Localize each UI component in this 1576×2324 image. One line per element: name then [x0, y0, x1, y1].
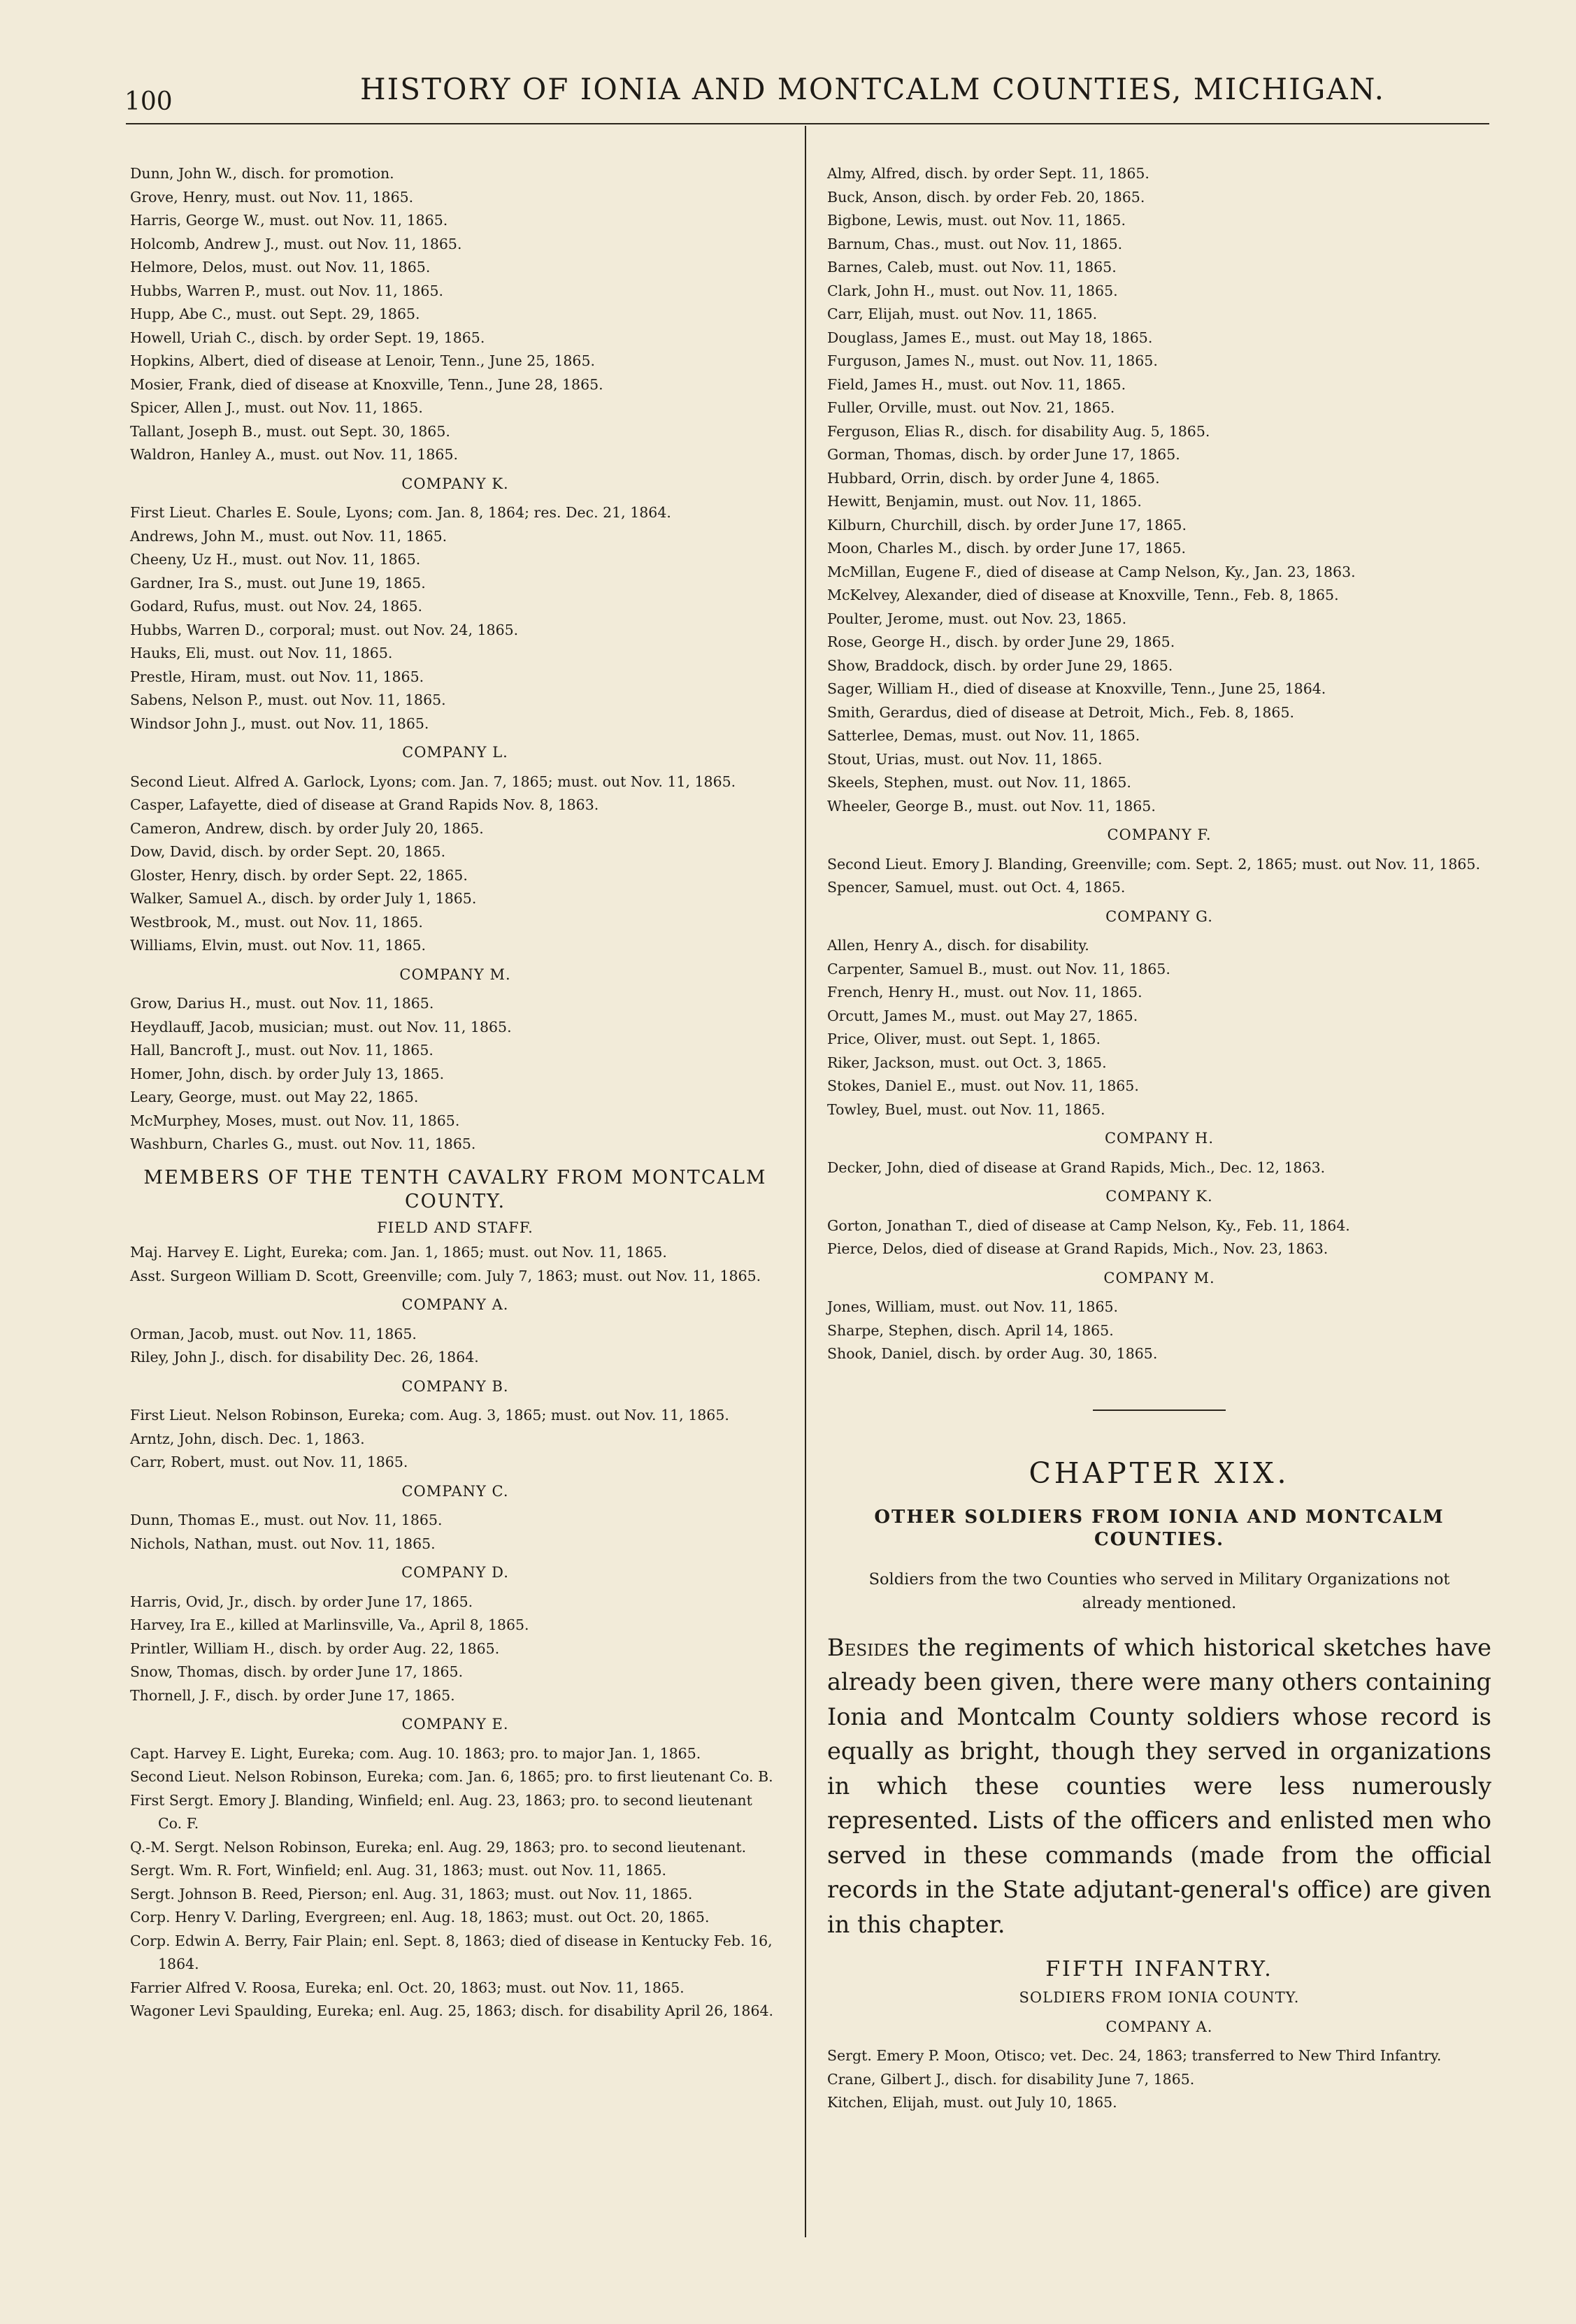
roster-entry: Wagoner Levi Spaulding, Eureka; enl. Aug. 25, 1863; disch. for disability April 26, 1864.	[130, 2002, 774, 2019]
roster-list	[827, 934, 1491, 1121]
roster-entry: Spencer, Samuel, must. out Oct. 4, 1865.	[827, 879, 1126, 896]
roster-entry: Carr, Robert, must. out Nov. 11, 1865.	[130, 1454, 408, 1470]
roster-entry: Cameron, Andrew, disch. by order July 20, 1865.	[130, 819, 484, 837]
roster-list	[130, 1241, 780, 1288]
roster-entry: Crane, Gilbert J., disch. for disability June 7, 1865.	[827, 2070, 1195, 2088]
column-divider	[805, 126, 806, 2237]
roster-entry: Q.-M. Sergt. Nelson Robinson, Eureka; enl. Aug. 29, 1863; pro. to second lieutenant.	[130, 1838, 747, 1856]
roster-entry: Gardner, Ira S., must. out June 19, 1865.	[130, 574, 426, 591]
roster-entry: Tallant, Joseph B., must. out Sept. 30, 1865.	[130, 422, 450, 440]
roster-entry: Waldron, Hanley A., must. out Nov. 11, 1865.	[130, 446, 459, 463]
page-header	[0, 66, 1576, 122]
roster-entry: McMillan, Eugene F., died of disease at Camp Nelson, Ky., Jan. 23, 1863.	[827, 563, 1356, 580]
roster-entry: McMurphey, Moses, must. out Nov. 11, 1865.	[130, 1112, 460, 1129]
roster-entry: Kilburn, Churchill, disch. by order June 17, 1865.	[827, 516, 1187, 533]
company-heading: COMPANY B.	[401, 1377, 509, 1395]
roster-list	[827, 162, 1491, 818]
roster-entry: Moon, Charles M., disch. by order June 17, 1865.	[827, 540, 1187, 557]
company-heading: COMPANY D.	[401, 1564, 509, 1581]
roster-entry: Hauks, Eli, must. out Nov. 11, 1865.	[130, 645, 393, 661]
roster-list	[130, 1591, 780, 1708]
roster-list	[130, 162, 780, 467]
roster-list	[827, 1156, 1491, 1180]
roster-entry: Harris, George W., must. out Nov. 11, 1865.	[130, 212, 448, 229]
roster-entry: Printler, William H., disch. by order Aug. 22, 1865.	[130, 1640, 500, 1657]
roster-entry: Ferguson, Elias R., disch. for disability Aug. 5, 1865.	[827, 422, 1210, 440]
roster-entry: Riker, Jackson, must. out Oct. 3, 1865.	[827, 1054, 1107, 1071]
company-heading: COMPANY A.	[1105, 2018, 1213, 2035]
roster-entry: First Lieut. Charles E. Soule, Lyons; com. Jan. 8, 1864; res. Dec. 21, 1864.	[130, 504, 671, 521]
roster-entry: Fuller, Orville, must. out Nov. 21, 1865.	[827, 399, 1115, 416]
roster-entry: Decker, John, died of disease at Grand Rapids, Mich., Dec. 12, 1863.	[827, 1159, 1326, 1176]
roster-entry: Almy, Alfred, disch. by order Sept. 11, 1865.	[827, 165, 1149, 182]
roster-entry: Dunn, John W., disch. for promotion.	[130, 165, 394, 182]
roster-entry: Sergt. Wm. R. Fort, Winfield; enl. Aug. 31, 1863; must. out Nov. 11, 1865.	[130, 1862, 667, 1879]
roster-entry: Snow, Thomas, disch. by order June 17, 1865.	[130, 1663, 464, 1680]
roster-list	[130, 1742, 780, 2023]
roster-entry: Nichols, Nathan, must. out Nov. 11, 1865.	[130, 1535, 436, 1552]
roster-list	[130, 501, 780, 736]
roster-entry: Douglass, James E., must. out May 18, 1865.	[827, 329, 1153, 346]
company-heading: COMPANY A.	[401, 1296, 509, 1313]
roster-entry: Spicer, Allen J., must. out Nov. 11, 1865.	[130, 399, 423, 416]
roster-entry: Walker, Samuel A., disch. by order July 1, 1865.	[130, 890, 477, 907]
section-separator	[1093, 1410, 1226, 1411]
roster-entry: Hopkins, Albert, died of disease at Lenoir, Tenn., June 25, 1865.	[130, 352, 596, 369]
roster-entry: Bigbone, Lewis, must. out Nov. 11, 1865.	[827, 212, 1126, 229]
roster-entry: Gloster, Henry, disch. by order Sept. 22, 1865.	[130, 866, 468, 884]
company-heading: COMPANY C.	[401, 1482, 509, 1500]
roster-entry: Smith, Gerardus, died of disease at Detroit, Mich., Feb. 8, 1865.	[827, 703, 1295, 721]
roster-entry: Williams, Elvin, must. out Nov. 11, 1865.	[130, 937, 427, 954]
roster-entry: Asst. Surgeon William D. Scott, Greenville; com. July 7, 1863; must. out Nov. 11, 1865.	[130, 1267, 761, 1284]
chapter-description: Soldiers from the two Counties who served in Military Organizations not already mentioned.	[868, 1570, 1450, 1612]
roster-entry: Howell, Uriah C., disch. by order Sept. 19, 1865.	[130, 329, 485, 346]
roster-entry: Clark, John H., must. out Nov. 11, 1865.	[827, 282, 1118, 299]
roster-entry: Kitchen, Elijah, must. out July 10, 1865.	[827, 2094, 1117, 2111]
chapter-title: CHAPTER XIX.	[1029, 1456, 1290, 1490]
roster-list	[130, 1509, 780, 1556]
paragraph-lead: Besides	[827, 1633, 910, 1661]
roster-list	[130, 770, 780, 958]
roster-entry: Gorton, Jonathan T., died of disease at Camp Nelson, Ky., Feb. 11, 1864.	[827, 1217, 1350, 1234]
chapter-paragraph	[827, 1630, 1491, 1942]
company-heading: COMPANY F.	[1107, 826, 1212, 843]
roster-entry: Barnes, Caleb, must. out Nov. 11, 1865.	[827, 259, 1117, 275]
roster-entry: McKelvey, Alexander, died of disease at Knoxville, Tenn., Feb. 8, 1865.	[827, 587, 1339, 603]
roster-entry: Maj. Harvey E. Light, Eureka; com. Jan. 1, 1865; must. out Nov. 11, 1865.	[130, 1244, 667, 1261]
section-heading: FIFTH INFANTRY.	[1045, 1957, 1273, 1981]
subsection-heading: FIELD AND STAFF.	[377, 1219, 533, 1236]
company-heading: COMPANY H.	[1104, 1130, 1215, 1147]
roster-entry: Arntz, John, disch. Dec. 1, 1863.	[130, 1430, 365, 1447]
roster-entry: Heydlauff, Jacob, musician; must. out Nov. 11, 1865.	[130, 1018, 512, 1035]
roster-entry: Buck, Anson, disch. by order Feb. 20, 1865.	[827, 188, 1145, 206]
roster-entry: Hubbs, Warren P., must. out Nov. 11, 1865.	[130, 282, 444, 299]
roster-entry: Farrier Alfred V. Roosa, Eureka; enl. Oct. 20, 1863; must. out Nov. 11, 1865.	[130, 1979, 685, 1996]
roster-entry: Windsor John J., must. out Nov. 11, 1865.	[130, 715, 429, 732]
roster-entry: Carpenter, Samuel B., must. out Nov. 11, 1865.	[827, 960, 1170, 977]
roster-list	[130, 1404, 780, 1475]
roster-entry: Skeels, Stephen, must. out Nov. 11, 1865.	[827, 774, 1131, 791]
roster-entry: Field, James H., must. out Nov. 11, 1865.	[827, 375, 1126, 393]
company-heading: COMPANY G.	[1105, 908, 1213, 925]
roster-list	[827, 853, 1491, 900]
roster-entry: Rose, George H., disch. by order June 29, 1865.	[827, 633, 1175, 650]
roster-entry: Stout, Urias, must. out Nov. 11, 1865.	[827, 750, 1103, 768]
roster-entry: Washburn, Charles G., must. out Nov. 11, 1865.	[130, 1135, 476, 1152]
roster-entry: Gorman, Thomas, disch. by order June 17, 1865.	[827, 446, 1180, 463]
roster-entry: Hubbard, Orrin, disch. by order June 4, 1865.	[827, 469, 1160, 487]
company-heading: COMPANY M.	[1103, 1269, 1215, 1286]
roster-entry: Carr, Elijah, must. out Nov. 11, 1865.	[827, 306, 1098, 322]
roster-entry: Grove, Henry, must. out Nov. 11, 1865.	[130, 188, 414, 206]
roster-entry: Hubbs, Warren D., corporal; must. out Nov. 24, 1865.	[130, 621, 519, 638]
roster-entry: Westbrook, M., must. out Nov. 11, 1865.	[130, 913, 423, 931]
chapter-subtitle: OTHER SOLDIERS FROM IONIA AND MONTCALM COUNTIES.	[874, 1506, 1445, 1550]
roster-entry: Harris, Ovid, Jr., disch. by order June 17, 1865.	[130, 1593, 473, 1610]
roster-entry: Hewitt, Benjamin, must. out Nov. 11, 1865.	[827, 493, 1142, 510]
roster-entry: Thornell, J. F., disch. by order June 17, 1865.	[130, 1686, 455, 1704]
roster-entry: Sergt. Emery P. Moon, Otisco; vet. Dec. 24, 1863; transferred to New Third Infantry.	[827, 2047, 1442, 2064]
roster-entry: Second Lieut. Alfred A. Garlock, Lyons; com. Jan. 7, 1865; must. out Nov. 11, 1865.	[130, 773, 736, 790]
roster-entry: Harvey, Ira E., killed at Marlinsville, Va., April 8, 1865.	[130, 1616, 529, 1633]
roster-entry: Leary, George, must. out May 22, 1865.	[130, 1089, 419, 1105]
roster-entry: Satterlee, Demas, must. out Nov. 11, 1865.	[827, 727, 1140, 744]
roster-entry: First Lieut. Nelson Robinson, Eureka; com. Aug. 3, 1865; must. out Nov. 11, 1865.	[130, 1407, 729, 1423]
company-heading: COMPANY L.	[402, 744, 508, 761]
roster-entry: Homer, John, disch. by order July 13, 1865.	[130, 1065, 445, 1082]
roster-entry: Furguson, James N., must. out Nov. 11, 1865.	[827, 352, 1158, 369]
roster-entry: Price, Oliver, must. out Sept. 1, 1865.	[827, 1031, 1101, 1047]
company-heading: COMPANY E.	[401, 1716, 509, 1733]
roster-entry: Second Lieut. Nelson Robinson, Eureka; com. Jan. 6, 1865; pro. to first lieutenant Co. B.	[130, 1768, 773, 1785]
roster-entry: Second Lieut. Emory J. Blanding, Greenville; com. Sept. 2, 1865; must. out Nov. 11, 1865.	[827, 855, 1480, 873]
roster-entry: Hupp, Abe C., must. out Sept. 29, 1865.	[130, 306, 420, 322]
header-rule	[126, 123, 1489, 124]
roster-entry: Riley, John J., disch. for disability Dec. 26, 1864.	[130, 1349, 479, 1365]
right-column	[827, 162, 1491, 2115]
roster-entry: Sergt. Johnson B. Reed, Pierson; enl. Aug. 31, 1863; must. out Nov. 11, 1865.	[130, 1885, 693, 1902]
roster-entry: Sharpe, Stephen, disch. April 14, 1865.	[827, 1321, 1114, 1339]
paragraph-body: the regiments of which historical sketches have already been given, there were many others containing Ionia and Montcalm County soldiers whose record is equally as bright, though they served in organizations in which these counties were less numerously represented. Lists of the officers and enlisted men who served in these commands (made from the official records in the State adjutant-general's office) are given in this chapter.	[827, 1633, 1491, 1938]
section-heading: MEMBERS OF THE TENTH CAVALRY FROM MONTCALM COUNTY.	[143, 1166, 767, 1212]
roster-entry: Corp. Henry V. Darling, Evergreen; enl. Aug. 18, 1863; must. out Oct. 20, 1865.	[130, 1909, 710, 1925]
roster-entry: Dunn, Thomas E., must. out Nov. 11, 1865.	[130, 1512, 443, 1528]
roster-entry: Pierce, Delos, died of disease at Grand Rapids, Mich., Nov. 23, 1863.	[827, 1240, 1328, 1257]
roster-entry: Sager, William H., died of disease at Knoxville, Tenn., June 25, 1864.	[827, 680, 1326, 697]
roster-entry: Holcomb, Andrew J., must. out Nov. 11, 1865.	[130, 235, 462, 252]
company-heading: COMPANY M.	[399, 966, 511, 983]
roster-entry: Orcutt, James M., must. out May 27, 1865.	[827, 1007, 1138, 1024]
subsection-heading: SOLDIERS FROM IONIA COUNTY.	[1019, 1989, 1300, 2006]
roster-entry: Barnum, Chas., must. out Nov. 11, 1865.	[827, 235, 1123, 252]
roster-list	[827, 1296, 1491, 1366]
roster-entry: Capt. Harvey E. Light, Eureka; com. Aug. 10. 1863; pro. to major Jan. 1, 1865.	[130, 1744, 701, 1762]
roster-entry: Towley, Buel, must. out Nov. 11, 1865.	[827, 1100, 1105, 1118]
roster-entry: Hall, Bancroft J., must. out Nov. 11, 1865.	[130, 1042, 434, 1059]
roster-entry: Godard, Rufus, must. out Nov. 24, 1865.	[130, 598, 422, 615]
roster-entry: Poulter, Jerome, must. out Nov. 23, 1865.	[827, 610, 1127, 627]
roster-entry: Andrews, John M., must. out Nov. 11, 1865.	[130, 527, 447, 545]
roster-entry: Shook, Daniel, disch. by order Aug. 30, 1865.	[827, 1345, 1158, 1362]
roster-entry: First Sergt. Emory J. Blanding, Winfield; enl. Aug. 23, 1863; pro. to second lieutenant Co. F.	[130, 1791, 752, 1832]
running-title: HISTORY OF IONIA AND MONTCALM COUNTIES, MICHIGAN.	[360, 72, 1386, 106]
roster-list	[130, 992, 780, 1156]
roster-entry: Prestle, Hiram, must. out Nov. 11, 1865.	[130, 668, 424, 685]
roster-list	[827, 1214, 1491, 1261]
roster-entry: Helmore, Delos, must. out Nov. 11, 1865.	[130, 259, 431, 275]
roster-entry: Corp. Edwin A. Berry, Fair Plain; enl. Sept. 8, 1863; died of disease in Kentucky Feb. 16, 1864.	[130, 1932, 773, 1972]
roster-entry: Show, Braddock, disch. by order June 29, 1865.	[827, 657, 1173, 674]
roster-entry: Mosier, Frank, died of disease at Knoxville, Tenn., June 28, 1865.	[130, 375, 603, 393]
roster-entry: Jones, William, must. out Nov. 11, 1865.	[827, 1298, 1119, 1315]
roster-entry: Casper, Lafayette, died of disease at Grand Rapids Nov. 8, 1863.	[130, 796, 599, 813]
page-number: 100	[124, 87, 173, 116]
roster-list	[827, 2044, 1491, 2115]
company-heading: COMPANY K.	[401, 475, 509, 492]
roster-entry: Cheeny, Uz H., must. out Nov. 11, 1865.	[130, 551, 421, 568]
roster-entry: Wheeler, George B., must. out Nov. 11, 1865.	[827, 797, 1156, 815]
roster-entry: Dow, David, disch. by order Sept. 20, 1865.	[130, 843, 446, 860]
company-heading: COMPANY K.	[1105, 1188, 1213, 1205]
roster-entry: Grow, Darius H., must. out Nov. 11, 1865.	[130, 995, 434, 1012]
roster-entry: Orman, Jacob, must. out Nov. 11, 1865.	[130, 1325, 417, 1342]
roster-entry: Stokes, Daniel E., must. out Nov. 11, 1865.	[827, 1077, 1139, 1094]
roster-entry: French, Henry H., must. out Nov. 11, 1865.	[827, 984, 1142, 1000]
roster-entry: Sabens, Nelson P., must. out Nov. 11, 1865.	[130, 691, 446, 708]
left-column	[130, 162, 780, 2023]
roster-list	[130, 1323, 780, 1370]
roster-entry: Allen, Henry A., disch. for disability.	[827, 937, 1089, 954]
